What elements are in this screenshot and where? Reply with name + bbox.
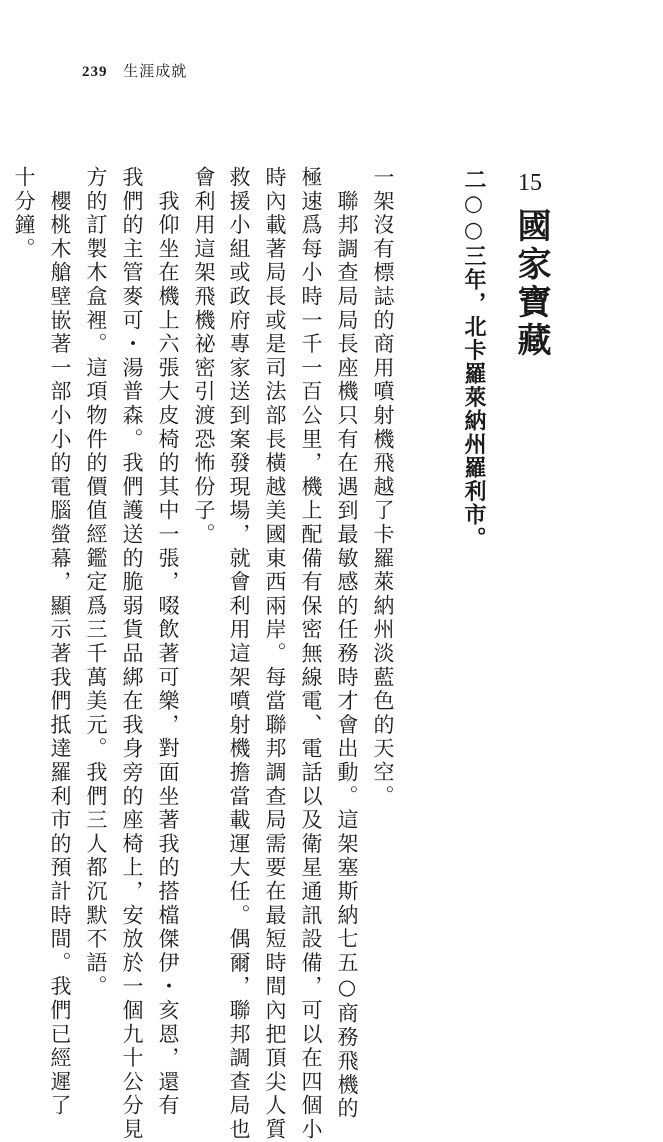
body-line-7: 我仰坐在機上六張大皮椅的其中一張，啜飲著可樂，對面坐著我的搭檔傑伊・亥恩，還有 (156, 166, 180, 1118)
body-line-8: 我們的主管麥可・湯普森。我們護送的脆弱貨品綁在我身旁的座椅上，安放於一個九十公分見 (120, 166, 144, 1142)
body-line-10: 櫻桃木艙壁嵌著一部小小的電腦螢幕，顯示著我們抵達羅利市的預計時間。我們已經遲了 (48, 166, 72, 1118)
chapter-subtitle: 二○○三年，北卡羅萊納州羅利市。 (461, 168, 486, 550)
body-line-4: 時內載著局長或是司法部長橫越美國東西兩岸。每當聯邦調查局需要在最短時間內把頂尖人質 (263, 166, 287, 1142)
body-line-3: 極速爲每小時一千一百公里，機上配備有保密無線電、電話以及衛星通訊設備，可以在四個小 (299, 166, 323, 1142)
body-line-1: 一架沒有標誌的商用噴射機飛越了卡羅萊納州淡藍色的天空。 (371, 166, 395, 809)
body-line-11: 十分鐘。 (12, 166, 36, 262)
running-head (82, 60, 187, 81)
chapter-number: 15 (518, 170, 542, 196)
page-number: 239 (82, 64, 108, 80)
body-line-2: 聯邦調查局局長座機只有在遇到最敏感的任務時才會出動。這架塞斯納七五○商務飛機的 (335, 166, 359, 1121)
body-line-6: 會利用這架飛機祕密引渡恐怖份子。 (192, 166, 216, 547)
body-line-9: 方的訂製木盒裡。這項物件的價值經鑑定爲三千萬美元。我們三人都沉默不語。 (84, 166, 108, 999)
running-title: 生涯成就 (123, 62, 188, 80)
chapter-title: 國家寶藏 (511, 208, 551, 360)
body-line-5: 救援小組或政府專家送到案發現場，就會利用這架噴射機擔當載運大任。偶爾，聯邦調查局也 (227, 166, 251, 1142)
